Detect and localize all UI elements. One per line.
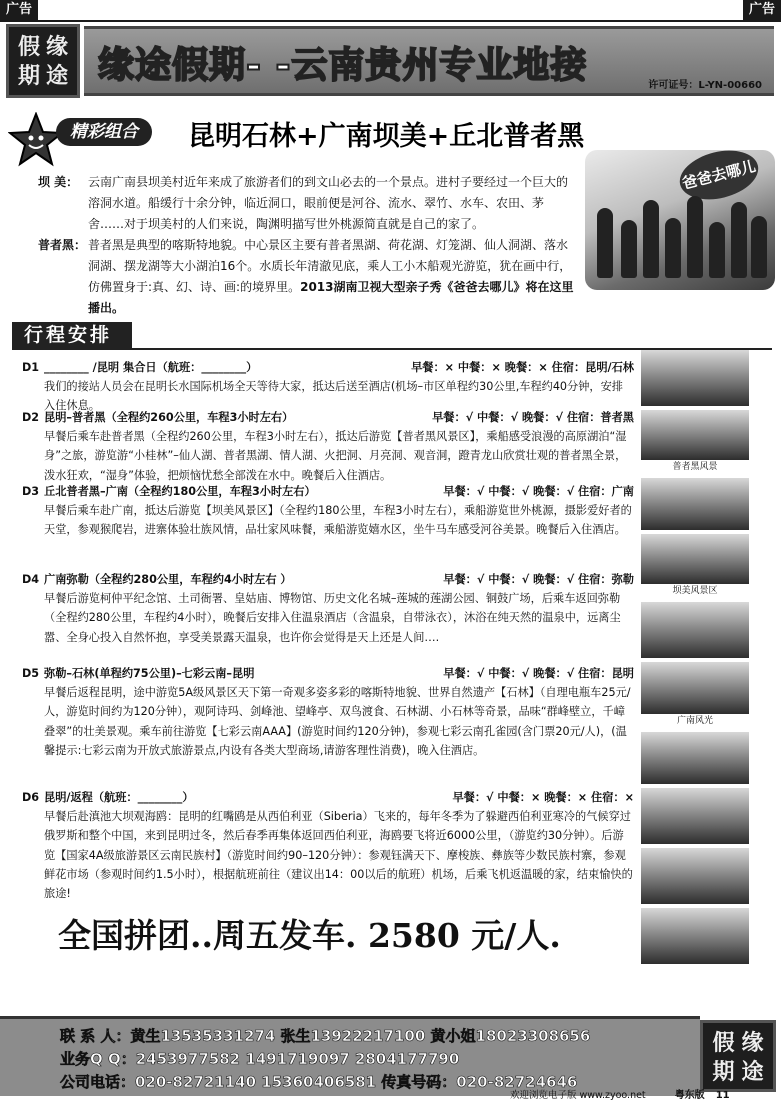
intro-head: 坝 美：	[38, 175, 79, 189]
day-route: ________ /昆明 集合日（航班：________）	[44, 361, 258, 374]
person-figure	[621, 220, 637, 278]
logo-char: 途	[741, 1059, 764, 1085]
logo-char: 期	[17, 63, 40, 89]
title-banner	[84, 26, 774, 96]
page-title: 缘途假期- -云南贵州专业地接	[98, 44, 588, 86]
edition-label: 粤东版	[674, 1090, 705, 1101]
license-number: 许可证号：L-YN-00660	[648, 80, 762, 91]
intro-body	[88, 235, 574, 319]
logo-char: 途	[45, 63, 68, 89]
day-route: 昆明–普者黑（全程约260公里，车程3小时左右）	[44, 411, 294, 424]
day-code: D2	[22, 411, 40, 424]
person-figure	[643, 200, 659, 278]
itinerary-day	[22, 788, 634, 903]
scenery-photo	[641, 410, 749, 460]
itinerary-day	[22, 664, 634, 760]
price-line: 全国拼团..周五发车. 2580 元/人.	[58, 916, 561, 955]
intro-head: 普者黑：	[38, 238, 87, 252]
day-code: D5	[22, 667, 40, 680]
scenery-photo	[641, 848, 749, 904]
day-meals: 早餐：√ 中餐：√ 晚餐：√ 住宿：昆明	[443, 667, 634, 680]
day-code: D6	[22, 791, 40, 804]
scenery-caption: 广南风光	[676, 716, 713, 726]
day-text: 我们的接站人员会在昆明长水国际机场全天等待大家，抵达后送至酒店(机场–市区单程约30公里,车程约40分钟，安排入住休息。	[44, 380, 623, 413]
day-meals: 早餐：√ 中餐：√ 晚餐：√ 住宿：普者黑	[432, 411, 634, 424]
day-meals: 早餐：√ 中餐：√ 晚餐：√ 住宿：广南	[443, 485, 634, 498]
company-logo	[700, 1020, 776, 1092]
day-route: 弥勒–石林(单程约75公里)–七彩云南–昆明	[44, 667, 255, 680]
person-figure	[731, 202, 747, 278]
scenery-photo	[641, 478, 749, 530]
day-text: 早餐后游览柯仲平纪念馆、土司衙署、皇姑庙、博物馆、历史文化名城–莲城的莲湖公园、铜鼓广场，后乘车返回弥勒（全程约280公里，车程约4小时），晚餐后安排入住温泉酒店（含温泉，自带泳衣），沐浴在纯天然的温泉中，远离尘嚣、全身心投入自然怀抱，享受美景露天温泉，也许你会觉得是天上还是人间….	[44, 592, 621, 644]
intro-body: 云南广南县坝美村近年来成了旅游者们的到文山必去的一个景点。进村子要经过一个巨大的溶洞水道。船缓行十余分钟，临近洞口，眼前便是河谷、流水、翠竹、水车、农田、茅舍……对于坝美村的人们来说，陶渊明描写世外桃源简直就是自己的家了。	[88, 175, 569, 231]
scenery-strip	[641, 350, 749, 964]
scenery-photo	[641, 602, 749, 658]
ad-tag-right: 广告	[743, 0, 781, 20]
day-route: 广南弥勒（全程约280公里，车程约4小时左右 ）	[44, 573, 292, 586]
intro-highlight: 2013湖南卫视大型亲子秀《爸爸去哪儿》将在这里播出。	[88, 280, 574, 315]
itinerary-day	[22, 482, 634, 540]
top-rule	[0, 20, 781, 22]
company-logo	[6, 24, 80, 98]
family-photo	[585, 150, 775, 290]
scenery-photo	[641, 908, 749, 964]
day-text: 早餐后赴滇池大坝观海鸥：昆明的红嘴鸥是从西伯利亚（Siberia）飞来的，每年冬季为了躲避西伯利亚寒冷的气候穿过 俄罗斯和整个中国，来到昆明过冬，然后春季再集体返回西伯利亚，海鸥要飞将近6000公里，（游览约30分钟）。后游览【国家4A级旅游景区云南民族村】（游览时间约90–120分钟）：参观钰满天下、摩梭族、彝族等少数民族村寨，参观鲜花市场（参观时间约1.5小时），根据航班前往（建议出14：00以后的航班）机场，后乘飞机返温暖的家，结束愉快的旅途!	[44, 810, 633, 901]
scenery-caption: 普者黑风景	[672, 462, 718, 472]
person-figure	[709, 222, 725, 278]
day-text: 早餐后返程昆明，途中游览5A级风景区天下第一奇观多姿多彩的喀斯特地貌、世界自然遗产【石林】（自理电瓶车25元/人，游览时间约为120分钟），观阿诗玛、剑峰池、望峰亭、双鸟渡食、石林湖、小石林等奇景，品味“群峰壁立，千嶂叠翠”的壮美景观。乘车前往游览【七彩云南AAA】(游览时间约120分钟)，参观七彩云南孔雀园(含门票20元/人)，(温馨提示:七彩云南为开放式旅游景点,内设有各类大型商场,请游客理性消费)，晚入住酒店。	[44, 686, 631, 757]
day-code: D3	[22, 485, 40, 498]
star-icon	[8, 112, 64, 168]
itinerary-heading: 行程安排	[12, 322, 132, 348]
itinerary-day	[22, 358, 634, 416]
scenery-caption: 坝美风景区	[672, 586, 718, 596]
day-code: D1	[22, 361, 40, 374]
day-route: 丘北普者黑–广南（全程约180公里，车程3小时左右）	[44, 485, 316, 498]
logo-char: 缘	[741, 1030, 764, 1056]
page-number: 11	[715, 1090, 730, 1101]
day-text: 早餐后乘车赴广南，抵达后游览【坝美风景区】（全程约180公里，车程3小时左右），乘船游览世外桃源，摄影爱好者的天堂，参观猴爬岩，进寨体验壮族风情，品壮家风味餐，乘船游览嬉水区，坐牛马车感受河谷美景。晚餐后入住酒店。	[44, 504, 632, 537]
day-code: D4	[22, 573, 40, 586]
logo-char: 假	[17, 34, 40, 60]
logo-char: 缘	[45, 34, 68, 60]
day-meals: 早餐：√ 中餐：√ 晚餐：√ 住宿：弥勒	[443, 573, 634, 586]
person-figure	[687, 196, 703, 278]
contact-row: 公司电话：020-82721140 15360406581 传真号码：020-82724646	[60, 1073, 578, 1091]
scenery-photo	[641, 732, 749, 784]
day-text: 早餐后乘车赴普者黑（全程约260公里，车程3小时左右），抵达后游览【普者黑风景区】，乘船感受浪漫的高原湖泊“湿身”之旅，游览游“小桂林”–仙人湖、普者黑湖、情人湖、火把洞、月亮洞、观音洞，蹬青龙山欣赏壮观的普者黑全景，泼水狂欢，“湿身”体验，把烦恼忧愁全部泼在水中。晚餐后入住酒店。	[44, 430, 627, 482]
day-meals: 早餐：√ 中餐：× 晚餐：× 住宿：×	[452, 791, 634, 804]
person-figure	[597, 208, 613, 278]
show-sign: 爸爸去哪儿	[675, 150, 764, 207]
intro-body-text: 普者黑是典型的喀斯特地貌。中心景区主要有普者黑湖、荷花湖、灯笼湖、仙人洞湖、落水洞湖、摆龙湖等大小湖泊16个。水质长年清澈见底，乘人工小木船观光游览，犹在画中行，仿佛置身于:真、幻、诗、画:的境界里。	[88, 238, 572, 294]
person-figure	[665, 218, 681, 278]
scenery-photo	[641, 534, 749, 584]
person-figure	[751, 216, 767, 278]
itinerary-day	[22, 570, 634, 647]
contact-footer	[0, 1016, 700, 1096]
logo-char: 假	[712, 1030, 735, 1056]
ad-tag-left: 广告	[0, 0, 38, 20]
day-route: 昆明/返程（航班：________）	[44, 791, 194, 804]
scenery-photo	[641, 788, 749, 844]
intro-puzhehei	[38, 235, 578, 319]
contact-row: 业务Q Q：2453977582 1491719097 2804177790	[60, 1050, 460, 1068]
scenery-photo	[641, 350, 749, 406]
contact-row: 联 系 人：黄生13535331274 张生13922217100 黄小姐18023308656	[60, 1027, 591, 1045]
scenery-photo	[641, 662, 749, 714]
itinerary-day	[22, 408, 634, 485]
day-meals: 早餐：× 中餐：× 晚餐：× 住宿：昆明/石林	[411, 361, 634, 374]
intro-bamei	[38, 172, 578, 235]
site-text: 欢迎浏览电子版 www.zyoo.net	[510, 1090, 646, 1101]
combo-tag: 精彩组合	[56, 118, 152, 146]
combo-title: 昆明石林+广南坝美+丘北普者黑	[188, 121, 585, 152]
page-info	[510, 1086, 730, 1101]
logo-char: 期	[712, 1059, 735, 1085]
